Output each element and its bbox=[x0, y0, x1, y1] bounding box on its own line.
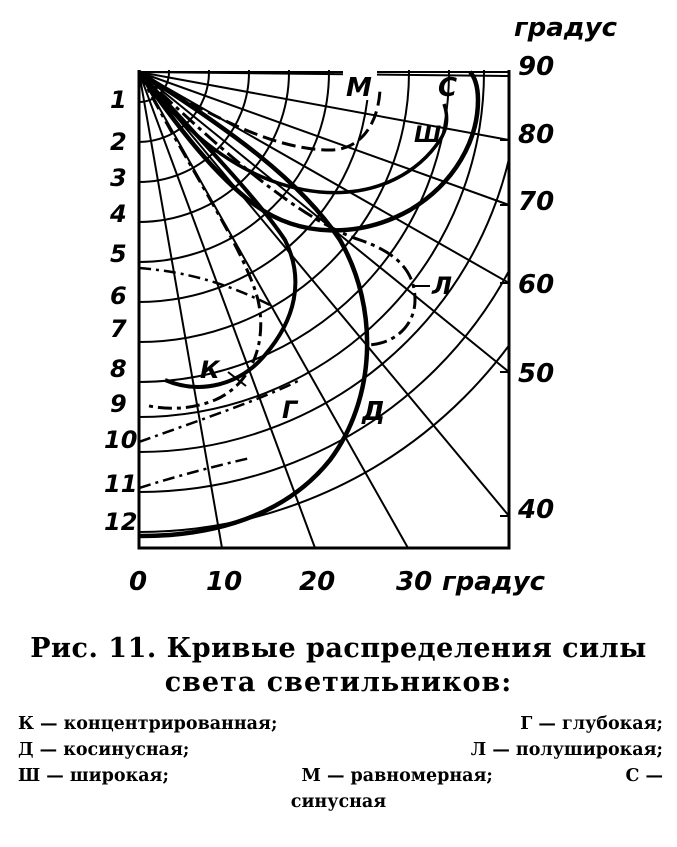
bottom-tick-labels bbox=[129, 567, 432, 597]
svg-text:0: 0 bbox=[129, 567, 148, 597]
diagram-frame bbox=[139, 70, 509, 548]
svg-text:9: 9 bbox=[110, 390, 127, 418]
svg-text:60: 60 bbox=[518, 270, 555, 300]
svg-text:30: 30 bbox=[396, 567, 433, 597]
legend-L: Л — полуширокая; bbox=[470, 740, 663, 760]
unit-label-top: градус bbox=[514, 13, 618, 43]
legend-line-2 bbox=[18, 740, 663, 760]
legend-S-start: С — bbox=[625, 766, 663, 786]
svg-text:10: 10 bbox=[104, 426, 138, 454]
legend-line-3 bbox=[18, 766, 663, 786]
label-Sh: Ш bbox=[414, 123, 442, 148]
svg-text:40: 40 bbox=[518, 495, 555, 525]
legend-M: М — равномерная; bbox=[301, 766, 493, 786]
caption-title-line2: света светильников: bbox=[164, 667, 513, 698]
svg-text:8: 8 bbox=[110, 355, 127, 383]
svg-text:50: 50 bbox=[518, 359, 555, 389]
svg-text:20: 20 bbox=[299, 567, 336, 597]
label-G: Г bbox=[282, 396, 298, 424]
svg-text:11: 11 bbox=[104, 470, 138, 498]
svg-text:5: 5 bbox=[110, 240, 127, 268]
label-S: С bbox=[438, 73, 458, 103]
svg-text:2: 2 bbox=[110, 128, 127, 156]
svg-text:1: 1 bbox=[110, 86, 127, 114]
caption-title-line1: Рис. 11. Кривые распределения силы bbox=[30, 633, 647, 664]
svg-text:3: 3 bbox=[110, 164, 127, 192]
left-scale-labels bbox=[104, 86, 137, 536]
svg-text:6: 6 bbox=[110, 282, 127, 310]
legend-Sh: Ш — широкая; bbox=[18, 766, 169, 786]
svg-text:70: 70 bbox=[518, 187, 555, 217]
label-D: Д bbox=[362, 397, 386, 427]
legend-D: Д — косинусная; bbox=[18, 740, 190, 760]
svg-text:80: 80 bbox=[518, 120, 555, 150]
legend-line-1 bbox=[18, 714, 663, 734]
right-tick-labels bbox=[517, 52, 554, 525]
label-K: К bbox=[200, 356, 220, 384]
unit-label-bottom: градус bbox=[442, 567, 546, 597]
label-M: М bbox=[346, 73, 372, 103]
svg-text:90: 90 bbox=[518, 52, 555, 82]
legend-line-4: синусная bbox=[290, 792, 387, 812]
svg-text:12: 12 bbox=[104, 508, 138, 536]
label-L: Л bbox=[432, 272, 452, 300]
svg-text:10: 10 bbox=[206, 567, 243, 597]
legend-G: Г — глубокая; bbox=[520, 714, 663, 734]
legend-K: К — концентрированная; bbox=[18, 714, 278, 734]
svg-text:7: 7 bbox=[110, 315, 127, 343]
svg-text:4: 4 bbox=[110, 200, 127, 228]
